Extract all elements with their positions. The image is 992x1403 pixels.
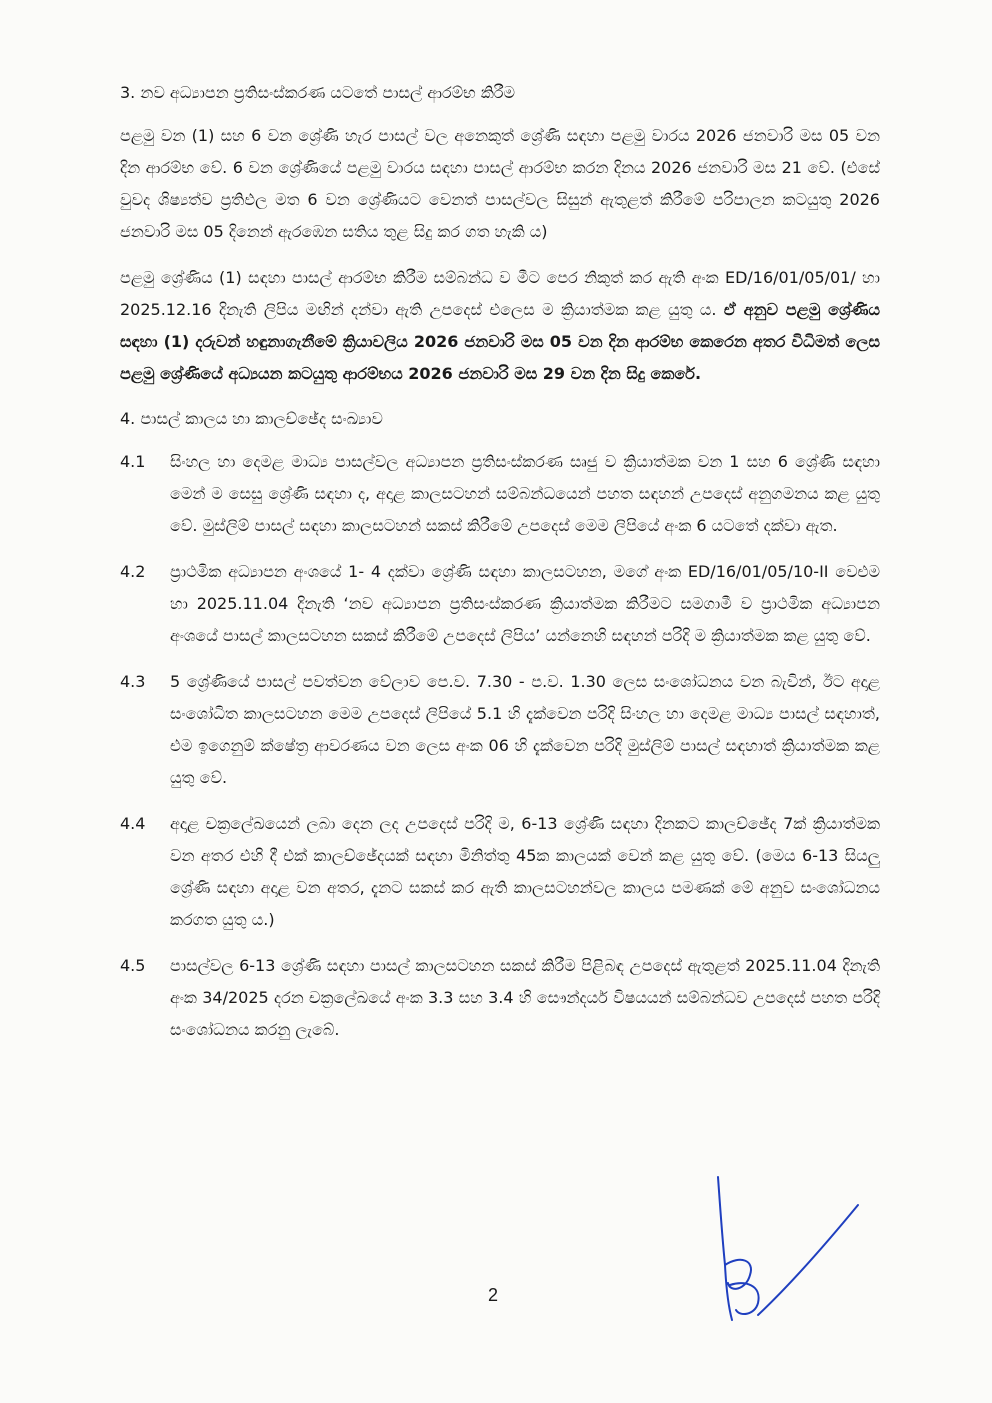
list-item-4-2 <box>120 556 880 652</box>
document-content <box>120 78 880 1060</box>
signature-stroke <box>718 1177 858 1320</box>
section-4-heading: 4. පාසල් කාලය හා කාලච්ඡේද සංඛ්‍යාව <box>120 409 383 428</box>
list-item-4-5 <box>120 950 880 1046</box>
list-item-number: 4.5 <box>120 956 146 975</box>
handwritten-signature <box>700 1165 870 1335</box>
page-number: 2 <box>488 1285 499 1305</box>
section-3-paragraph-2-bold: ඒ අනුව පළමු ශ්‍රේණිය සඳහා (1) දරුවන් හඳුනාගැනීමේ ක්‍රියාවලිය 2026 ජනවාරි මස 05 වන දින ආරම්භ කෙරෙන අතර විධිමත් ලෙස පළමු ශ්‍රේණියේ අධ්‍යයන කටයුතු ආරම්භය 2026 ජනවාරි මස 29 වන දින සිදු කෙරේ. <box>120 300 880 383</box>
section-3-paragraph-2 <box>120 262 880 390</box>
list-item-4-3 <box>120 666 880 794</box>
list-item-text: 5 ශ්‍රේණියේ පාසල් පවත්වන වේලාව පෙ.ව. 7.30 - ප.ව. 1.30 ලෙස සංශෝධනය වන බැවින්, ඊට අදාළ සංශෝධිත කාලසටහන මෙම උපදෙස් ලිපියේ 5.1 හි දැක්වෙන පරිදි සිංහල හා දෙමළ මාධ්‍ය පාසල් සඳහාත්, එම ඉගෙනුම් ක්ෂේත්‍ර ආවරණය වන ලෙස අංක 06 හි දැක්වෙන පරිදි මුස්ලිම් පාසල් සඳහාත් ක්‍රියාත්මක කළ යුතු වේ. <box>170 672 880 787</box>
list-item-text: අදාළ චක්‍රලේඛයෙන් ලබා දෙන ලද උපදෙස් පරිදි ම, 6-13 ශ්‍රේණි සඳහා දිනකට කාලච්ඡේද 7ක් ක්‍රියාත්මක වන අතර එහි දී එක් කාලච්ඡේදයක් සඳහා මිනිත්තු 45ක කාලයක් වෙන් කළ යුතු වේ. (මෙය 6-13 සියලු ශ්‍රේණි සඳහා අදාළ වන අතර, දැනට සකස් කර ඇති කාලසටහන්වල කාලය පමණක් මේ අනුව සංශෝධනය කරගත යුතු ය.) <box>170 814 880 929</box>
list-item-4-4 <box>120 808 880 936</box>
list-item-text: ප්‍රාථමික අධ්‍යාපන අංශයේ 1- 4 දක්වා ශ්‍රේණි සඳහා කාලසටහන, මගේ අංක ED/16/01/05/10-II වෙළුම හා 2025.11.04 දිනැති ‘නව අධ්‍යාපන ප්‍රතිසංස්කරණ ක්‍රියාත්මක කිරීමට සමගාමී ව ප්‍රාථමික අධ්‍යාපන අංශයේ පාසල් කාලසටහන සකස් කිරීමේ උපදෙස් ලිපිය’ යන්නෙහි සඳහන් පරිදි ම ක්‍රියාත්මක කළ යුතු වේ. <box>170 562 880 645</box>
list-item-number: 4.3 <box>120 672 146 691</box>
list-item-number: 4.2 <box>120 562 146 581</box>
list-item-text: සිංහල හා දෙමළ මාධ්‍ය පාසල්වල අධ්‍යාපන ප්‍රතිසංස්කරණ සෘජු ව ක්‍රියාත්මක වන 1 සහ 6 ශ්‍රේණි සඳහා මෙන් ම සෙසු ශ්‍රේණි සඳහා ද, අදාළ කාලසටහන් සම්බන්ධයෙන් පහත සඳහන් උපදෙස් අනුගමනය කළ යුතු වේ. මුස්ලිම් පාසල් සඳහා කාලසටහන් සකස් කිරීමේ උපදෙස් මෙම ලිපියේ අංක 6 යටතේ දක්වා ඇත. <box>170 452 880 535</box>
section-3-paragraph-2-normal: පළමු ශ්‍රේණිය (1) සඳහා පාසල් ආරම්භ කිරීම සම්බන්ධ ව මීට පෙර නිකුත් කර ඇති අංක ED/16/01/05/01/ හා 2025.12.16 දිනැති ලිපිය මඟින් දන්වා ඇති උපදෙස් එලෙස ම ක්‍රියාත්මක කළ යුතු ය. <box>120 268 880 319</box>
list-item-4-1 <box>120 446 880 542</box>
section-3-paragraph-1: පළමු වන (1) සහ 6 වන ශ්‍රේණි හැර පාසල් වල අනෙකුත් ශ්‍රේණි සඳහා පළමු වාරය 2026 ජනවාරි මස 05 වන දින ආරම්භ වේ. 6 වන ශ්‍රේණියේ පළමු වාරය සඳහා පාසල් ආරම්භ කරන දිනය 2026 ජනවාරි මස 21 වේ. (එසේ වුවද ශිෂ්‍යත්ව ප්‍රතිඵල මත 6 වන ශ්‍රේණියට වෙනත් පාසල්වල සිසුන් ඇතුළත් කිරීමේ පරිපාලන කටයුතු 2026 ජනවාරි මස 05 දිනෙන් ඇරඹෙන සතිය තුළ සිදු කර ගත හැකි ය) <box>120 126 880 241</box>
list-item-number: 4.1 <box>120 452 146 471</box>
list-item-number: 4.4 <box>120 814 146 833</box>
section-3-heading: 3. නව අධ්‍යාපන ප්‍රතිසංස්කරණ යටතේ පාසල් ආරම්භ කිරීම <box>120 83 516 102</box>
list-item-text: පාසල්වල 6-13 ශ්‍රේණි සඳහා පාසල් කාලසටහන සකස් කිරීම පිළිබඳ උපදෙස් ඇතුළත් 2025.11.04 දිනැති අංක 34/2025 දරන චක්‍රලේඛයේ අංක 3.3 සහ 3.4 හි සෞන්දර්ය විෂයයන් සම්බන්ධව උපදෙස් පහත පරිදි සංශෝධනය කරනු ලැබේ. <box>170 956 880 1039</box>
